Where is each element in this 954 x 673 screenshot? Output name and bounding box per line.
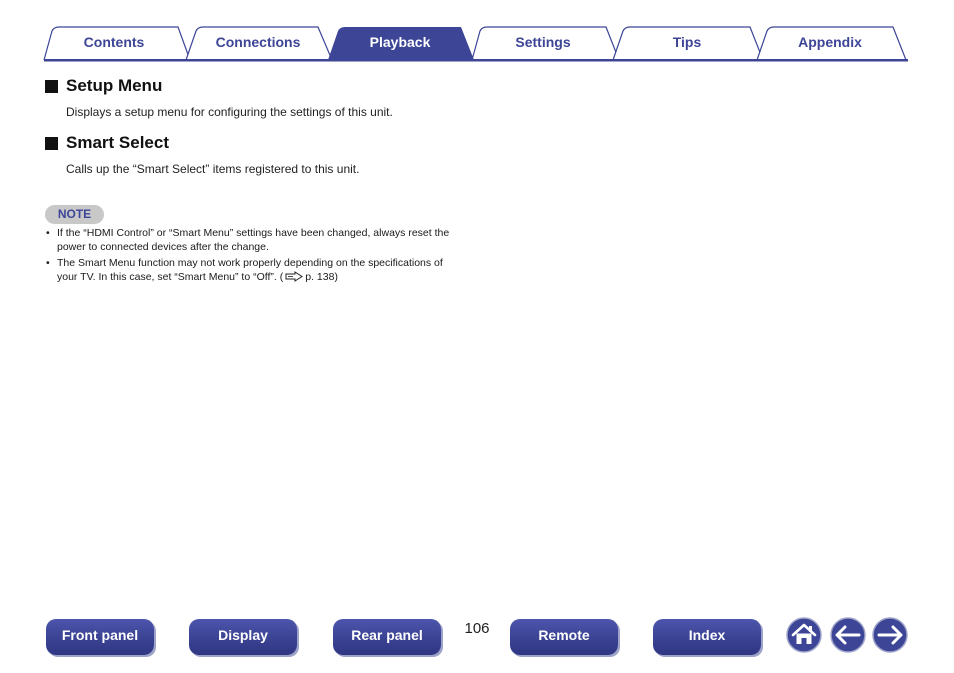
square-bullet-icon: [45, 137, 58, 150]
section-description: Calls up the “Smart Select” items registered to this unit.: [66, 162, 360, 176]
bullet: •: [46, 227, 50, 239]
home-button[interactable]: [786, 617, 822, 653]
front-panel-button[interactable]: Front panel: [46, 619, 154, 655]
note-list: [46, 226, 466, 286]
section-title: [45, 76, 393, 96]
tab-contents[interactable]: Contents: [83, 34, 145, 50]
note-text: The Smart Menu function may not work properly depending on the specifications of your TV. In this case, set “Smart Menu” to “Off”.: [57, 257, 443, 283]
note-item: [46, 256, 466, 284]
display-button[interactable]: Display: [189, 619, 297, 655]
section-setup-menu: [45, 76, 393, 119]
section-title-text: Setup Menu: [66, 76, 163, 95]
section-title-text: Smart Select: [66, 133, 169, 152]
tab-shapes: [0, 0, 954, 64]
bullet: •: [46, 257, 50, 269]
tab-underline: [44, 59, 908, 62]
section-smart-select: [45, 133, 359, 176]
section-description: Displays a setup menu for configuring the settings of this unit.: [66, 105, 393, 119]
remote-button[interactable]: Remote: [510, 619, 618, 655]
square-bullet-icon: [45, 80, 58, 93]
section-title: [45, 133, 359, 153]
note-text: If the “HDMI Control” or “Smart Menu” settings have been changed, always reset the power to connected devices after the change.: [57, 227, 450, 253]
tab-tips[interactable]: Tips: [672, 34, 702, 50]
page-ref-open: (: [279, 271, 284, 283]
page-ref-link[interactable]: [280, 271, 338, 283]
note-item: [46, 226, 466, 254]
forward-button[interactable]: [872, 617, 908, 653]
page-ref-number: p. 138: [305, 271, 335, 283]
rear-panel-button[interactable]: Rear panel: [333, 619, 441, 655]
page-number: 106: [464, 620, 490, 637]
index-button[interactable]: Index: [653, 619, 761, 655]
tab-connections[interactable]: Connections: [215, 34, 301, 50]
tab-settings[interactable]: Settings: [515, 34, 571, 50]
page-ref-close: ): [334, 271, 338, 283]
tab-appendix[interactable]: Appendix: [798, 34, 862, 50]
note-badge: NOTE: [45, 205, 104, 224]
back-button[interactable]: [830, 617, 866, 653]
top-tab-bar: [0, 0, 954, 64]
page-reference-icon: [285, 271, 303, 282]
tab-playback[interactable]: Playback: [369, 34, 431, 50]
